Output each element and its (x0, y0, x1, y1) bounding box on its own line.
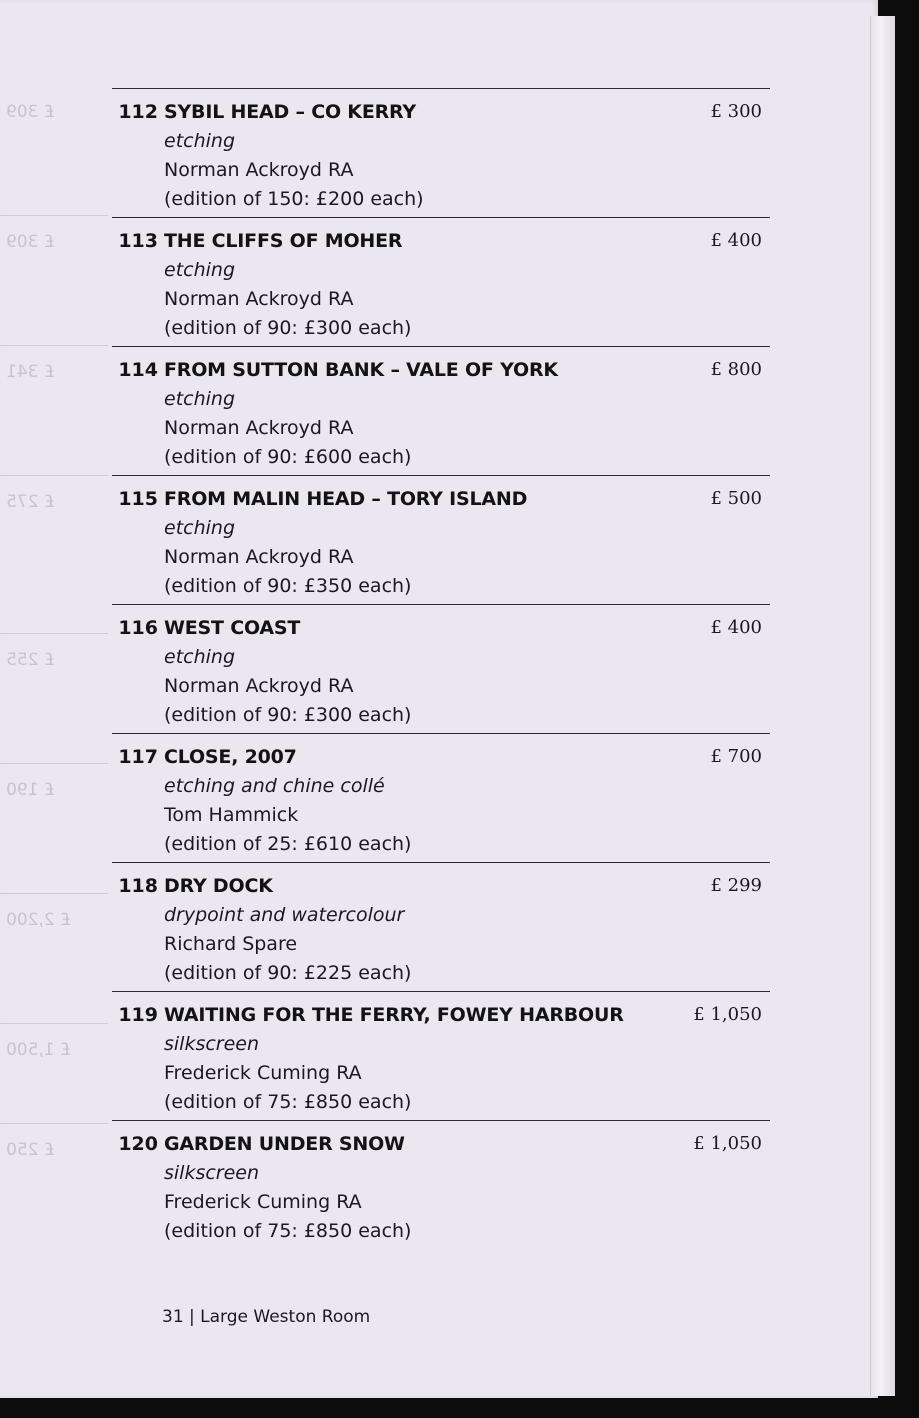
entry-number: 117 (118, 746, 158, 768)
entry-edition: (edition of 90: £225 each) (164, 962, 412, 984)
entry-artist: Norman Ackroyd RA (164, 546, 354, 568)
entry-medium: etching (164, 646, 236, 668)
entry-medium: etching (164, 130, 236, 152)
show-through-rule (0, 633, 108, 634)
catalogue-entries (112, 88, 770, 1249)
entry-price: £ 700 (710, 746, 762, 767)
show-through-text: £ 2,200 (6, 910, 71, 930)
entry-edition: (edition of 90: £600 each) (164, 446, 412, 468)
catalogue-entry (112, 475, 770, 604)
entry-title: SYBIL HEAD – CO KERRY (164, 101, 416, 123)
entry-artist: Frederick Cuming RA (164, 1062, 362, 1084)
entry-medium: etching (164, 388, 236, 410)
show-through-text: £ 341 (6, 362, 55, 382)
entry-number: 120 (118, 1133, 158, 1155)
show-through-rule (0, 1123, 108, 1124)
entry-edition: (edition of 75: £850 each) (164, 1091, 412, 1113)
entry-artist: Norman Ackroyd RA (164, 288, 354, 310)
entry-medium: etching (164, 259, 236, 281)
entry-number: 119 (118, 1004, 158, 1026)
entry-price: £ 500 (710, 488, 762, 509)
entry-title: WEST COAST (164, 617, 301, 639)
entry-title: FROM SUTTON BANK – VALE OF YORK (164, 359, 558, 381)
catalogue-entry (112, 733, 770, 862)
entry-medium: etching (164, 517, 236, 539)
entry-number: 114 (118, 359, 158, 381)
show-through-text: £ 309 (6, 102, 55, 122)
entry-number: 113 (118, 230, 158, 252)
entry-medium: etching and chine collé (164, 775, 385, 797)
show-through-rule (0, 763, 108, 764)
entry-artist: Frederick Cuming RA (164, 1191, 362, 1213)
entry-edition: (edition of 90: £350 each) (164, 575, 412, 597)
page-footer: 31 | Large Weston Room (162, 1307, 371, 1327)
show-through-text: £ 255 (6, 650, 55, 670)
entry-edition: (edition of 25: £610 each) (164, 833, 412, 855)
entry-number: 112 (118, 101, 158, 123)
entry-edition: (edition of 75: £850 each) (164, 1220, 412, 1242)
entry-title: CLOSE, 2007 (164, 746, 297, 768)
entry-title: FROM MALIN HEAD – TORY ISLAND (164, 488, 528, 510)
entry-medium: drypoint and watercolour (164, 904, 405, 926)
show-through-text: £ 190 (6, 780, 55, 800)
show-through-rule (0, 1023, 108, 1024)
entry-medium: silkscreen (164, 1033, 260, 1055)
show-through-text: £ 1,500 (6, 1040, 71, 1060)
entry-price: £ 800 (710, 359, 762, 380)
catalogue-entry (112, 346, 770, 475)
show-through-text: £ 250 (6, 1140, 55, 1160)
entry-artist: Norman Ackroyd RA (164, 417, 354, 439)
show-through-rule (0, 893, 108, 894)
entry-number: 118 (118, 875, 158, 897)
entry-edition: (edition of 150: £200 each) (164, 188, 424, 210)
entry-price: £ 300 (710, 101, 762, 122)
entry-price: £ 299 (710, 875, 762, 896)
show-through-rule (0, 345, 108, 346)
show-through-text: £ 275 (6, 492, 55, 512)
entry-edition: (edition of 90: £300 each) (164, 704, 412, 726)
entry-edition: (edition of 90: £300 each) (164, 317, 412, 339)
show-through-rule (0, 215, 108, 216)
entry-artist: Norman Ackroyd RA (164, 159, 354, 181)
entry-number: 115 (118, 488, 158, 510)
entry-title: DRY DOCK (164, 875, 273, 897)
entry-number: 116 (118, 617, 158, 639)
catalogue-entry (112, 1120, 770, 1249)
entry-artist: Richard Spare (164, 933, 298, 955)
show-through-text: £ 309 (6, 232, 55, 252)
entry-medium: silkscreen (164, 1162, 260, 1184)
catalogue-entry (112, 991, 770, 1120)
show-through-rule (0, 475, 108, 476)
entry-price: £ 400 (710, 617, 762, 638)
catalogue-entry (112, 604, 770, 733)
entry-price: £ 1,050 (693, 1133, 762, 1154)
entry-price: £ 400 (710, 230, 762, 251)
catalogue-entry (112, 862, 770, 991)
entry-artist: Tom Hammick (164, 804, 299, 826)
entry-artist: Norman Ackroyd RA (164, 675, 354, 697)
entry-price: £ 1,050 (693, 1004, 762, 1025)
catalogue-entry (112, 217, 770, 346)
entry-title: WAITING FOR THE FERRY, FOWEY HARBOUR (164, 1004, 624, 1026)
catalogue-entry (112, 88, 770, 217)
entry-title: GARDEN UNDER SNOW (164, 1133, 405, 1155)
entry-title: THE CLIFFS OF MOHER (164, 230, 403, 252)
page-stack-edge (870, 16, 895, 1396)
